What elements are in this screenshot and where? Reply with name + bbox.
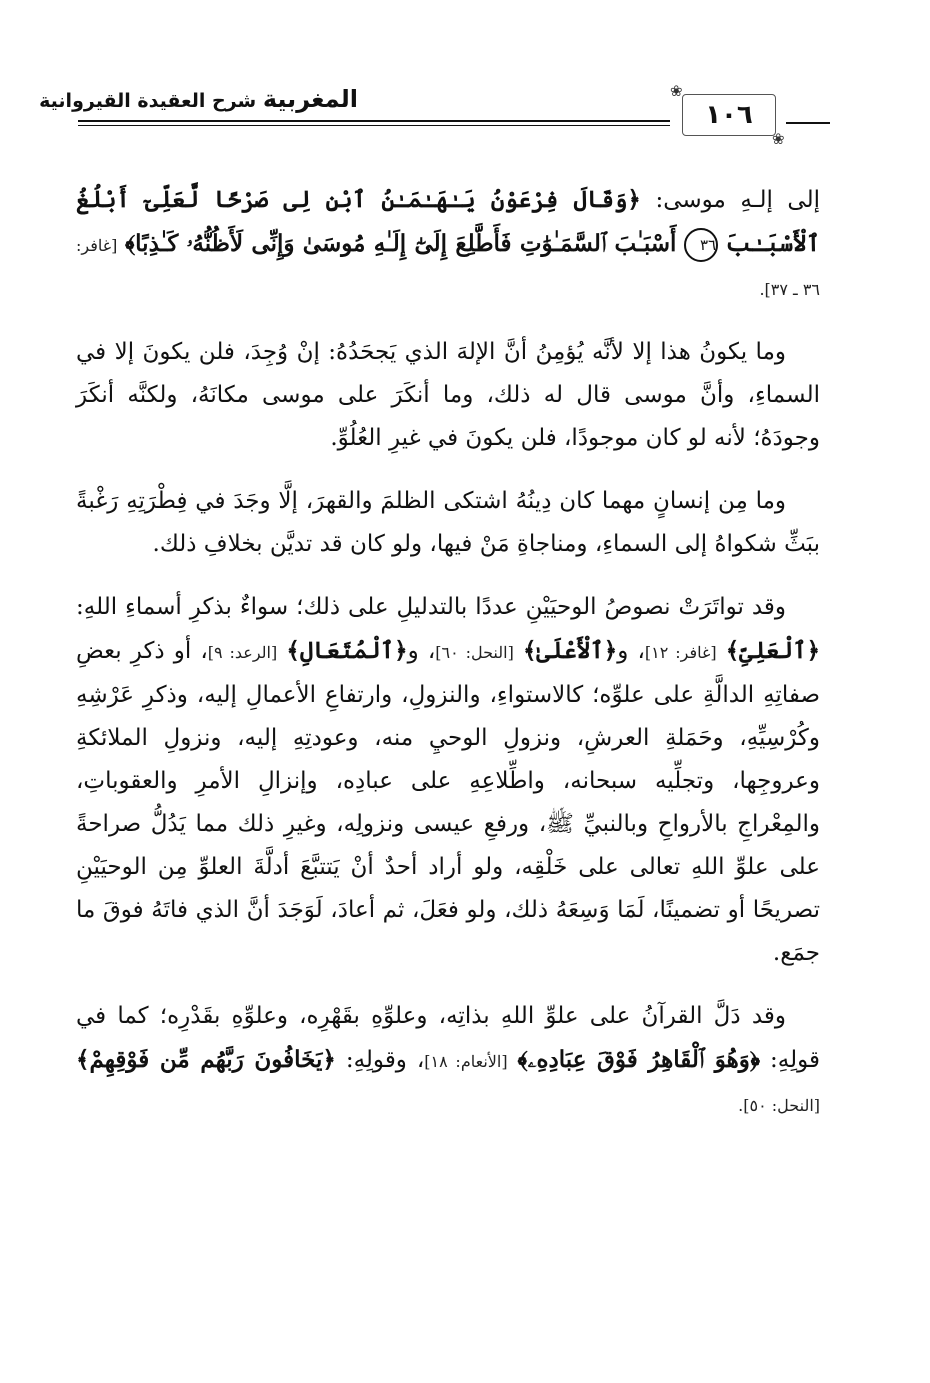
paragraph-5 [76, 995, 820, 1127]
separator-text: ، و [407, 638, 436, 664]
verse-number-marker: ٣٦ [684, 228, 718, 262]
verse-reference: [الرعد: ٩] [207, 643, 278, 662]
header-rule [78, 120, 670, 122]
flower-ornament-icon: ❀ [670, 82, 683, 100]
page-body [76, 178, 820, 1147]
separator-text: ، و [617, 638, 645, 664]
paragraph-text: وقد دَلَّ القرآنُ على علوِّ اللهِ بذاتِه، وعلوِّهِ بقَهْرِه، وعلوِّهِ بقَدْرِه؛ كما في قولِهِ: [76, 1003, 820, 1073]
paragraph-text: ، وقولِهِ: [345, 1047, 425, 1073]
page-header [39, 72, 830, 148]
verse-reference: [غافر: ٣٦ ـ ٣٧]. [76, 236, 820, 299]
quran-verse: ﴿وَهُوَ ٱلْقَاهِرُ فَوْقَ عِبَادِهِۦ﴾ [517, 1046, 761, 1073]
page-number: ١٠٦ [682, 94, 776, 136]
paragraph-4 [76, 586, 820, 975]
quran-verse: ﴿ٱلْعَلِىِّ﴾ [725, 637, 821, 664]
paragraph-1 [76, 178, 820, 311]
quran-verse: ﴿ٱلْمُتَعَالِ﴾ [286, 637, 408, 664]
verse-reference: [النحل: ٦٠] [435, 643, 514, 662]
book-title-sub: شرح العقيدة القيروانية [39, 90, 257, 112]
paragraph-3: وما مِن إنسانٍ مهما كان دِينُهُ اشتكى الظلمَ والقهرَ، إلَّا وجَدَ في فِطْرَتِهِ رَغْبةً ببَثِّ شكواهُ إلى السماءِ، ومناجاةِ مَنْ فيها، ولو كان قد تديَّن بخلافِ ذلك. [76, 488, 820, 557]
quran-verse: ﴿يَخَافُونَ رَبَّهُم مِّن فَوْقِهِمْ﴾ [76, 1046, 336, 1073]
header-rule-thin [78, 125, 670, 126]
paragraph-text: وقد تواتَرَتْ نصوصُ الوحيَيْنِ عددًا بالتدليلِ على ذلك؛ سواءٌ بذكرِ أسماءِ اللهِ: [76, 594, 786, 620]
paragraph-text: ، أو ذكرِ بعضِ صفاتِهِ الدالَّةِ على علوِّه؛ كالاستواءِ، والنزولِ، وارتفاعِ الأعمالِ إليه، وذكرِ عَرْشِهِ وكُرْسِيِّهِ، وحَمَلةِ العرشِ، ونزولِ الوحيِ منه، وعودتِهِ إليه، ونزولِ الملائكةِ وعروجِها، وتجلِّيه سبحانه، واطِّلاعِهِ على عبادِه، وإنزالِ الأمرِ والعقوباتِ، والمِعْراجِ بالأرواحِ وبالنبيِّ ﷺ، ورفعِ عيسى ونزولِه، وغيرِ ذلك مما يَدُلُّ صراحةً على علوِّ اللهِ تعالى على خَلْقِه، ولو أراد أحدٌ أنْ يَتتبَّعَ أدلَّةَ العلوِّ مِن الوحيَيْنِ تصريحًا أو تضمينًا، لَمَا وَسِعَهُ ذلك، ولو فعَلَ، ثم أعادَ، لَوَجَدَ أنَّ الذي فاتَهُ فوقَ ما جمَع. [76, 638, 820, 966]
verse-reference: [النحل: ٥٠]. [738, 1096, 820, 1115]
quran-verse: ﴿ٱلْأَعْلَىٰ﴾ [522, 637, 618, 664]
verse-reference: [غافر: ١٢] [644, 643, 717, 662]
header-rule-right [786, 122, 830, 124]
flower-ornament-icon: ❀ [772, 130, 785, 148]
quran-verse: ﴿وَقَالَ فِرْعَوْنُ يَـٰهَـٰمَـٰنُ ٱبْنِ لِى صَرْحًا لَّعَلِّىٓ أَبْلُغُ ٱلْأَسْبَـٰبَ [76, 186, 821, 257]
paragraph-text: إلى إلـهِ موسى: [655, 187, 820, 213]
paragraph-2: وما يكونُ هذا إلا لأنَّه يُؤمِنُ أنَّ الإلهَ الذي يَجحَدُهُ: إنْ وُجِدَ، فلن يكونَ إلا في السماءِ، وأنَّ موسى قال له ذلك، وما أنكَرَ على موسى مكانَهُ، ولكنَّه أنكَرَ وجودَهُ؛ لأنه لو كان موجودًا، فلن يكونَ في غيرِ العُلُوِّ. [76, 339, 820, 451]
verse-reference: [الأنعام: ١٨] [424, 1052, 508, 1071]
quran-verse: أَسْبَـٰبَ ٱلسَّمَـٰوَٰتِ فَأَطَّلِعَ إِلَىٰٓ إِلَـٰهِ مُوسَىٰ وَإِنِّى لَأَظُنُّهُۥ كَـٰذِبًا﴾ [124, 230, 677, 257]
book-title [39, 82, 358, 116]
book-title-main: المغربية [262, 85, 358, 113]
